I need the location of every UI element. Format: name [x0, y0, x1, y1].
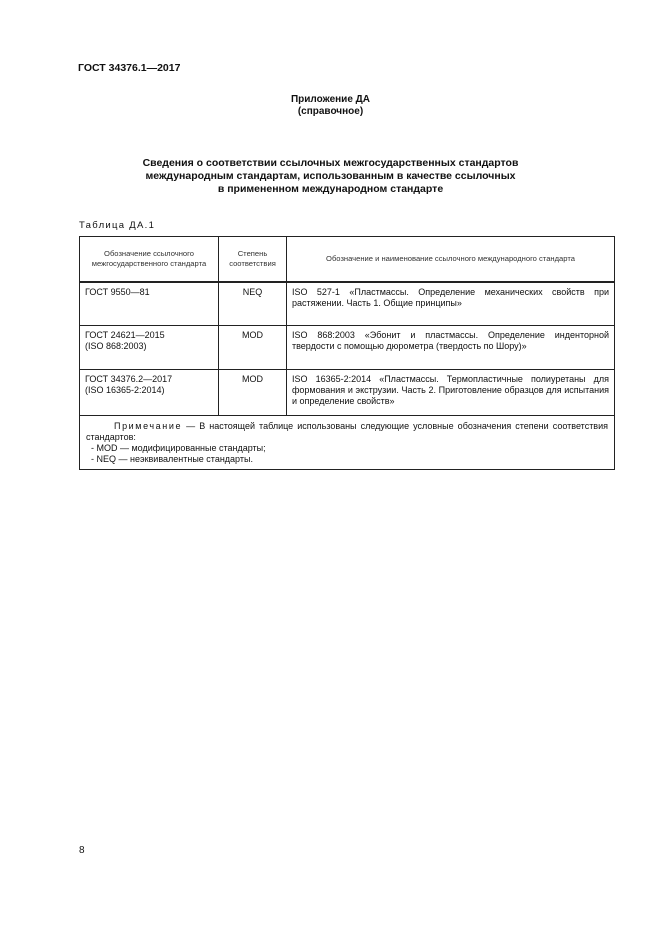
correspondence-table	[79, 236, 615, 470]
section-title-line-1: Сведения о соответствии ссылочных межгосударственных стандартов	[142, 157, 519, 169]
note-item-neq: - NEQ — неэквивалентные стандарты.	[91, 454, 253, 464]
appendix-subtitle: (справочное)	[297, 106, 364, 117]
section-title	[80, 157, 581, 196]
table-row	[80, 282, 615, 326]
document-code: ГОСТ 34376.1—2017	[78, 62, 181, 74]
note-item-mod: - MOD — модифицированные стандарты;	[91, 443, 266, 453]
designation-sub: (ISO 16365-2:2014)	[85, 385, 165, 395]
designation-cell	[80, 326, 219, 370]
international-cell: ISO 527-1 «Пластмассы. Определение механических свойств при растяжении. Часть 1. Общие принципы»	[287, 282, 615, 326]
table-note	[80, 416, 615, 470]
table-header-row	[80, 237, 615, 283]
international-cell: ISO 16365-2:2014 «Пластмассы. Термопластичные полиуретаны для формования и экструзии. Часть 2. Приготовление образцов для испытания и определение свойств»	[287, 370, 615, 416]
table-caption: Таблица ДА.1	[79, 220, 156, 231]
table-row	[80, 370, 615, 416]
table-row	[80, 326, 615, 370]
header-international: Обозначение и наименование ссылочного международного стандарта	[287, 237, 615, 283]
section-title-line-2: международным стандартам, использованным в качестве ссылочных	[145, 170, 516, 182]
header-degree: Степень соответствия	[219, 237, 287, 283]
note-lead: Примечание	[114, 421, 183, 431]
degree-cell: MOD	[219, 326, 287, 370]
designation-cell	[80, 370, 219, 416]
designation-text: ГОСТ 24621—2015	[85, 330, 165, 340]
note-paragraph	[86, 421, 608, 443]
table-note-row	[80, 416, 615, 470]
note-text: — В настоящей таблице использованы следующие условные обозначения степени соответствия стандартов:	[86, 421, 608, 442]
header-designation: Обозначение ссылочного межгосударственного стандарта	[80, 237, 219, 283]
designation-text: ГОСТ 9550—81	[85, 287, 150, 297]
designation-cell	[80, 282, 219, 326]
appendix-title: Приложение ДА	[290, 94, 371, 105]
international-cell: ISO 868:2003 «Эбонит и пластмассы. Определение инденторной твердости с помощью дюрометра (твердость по Шору)»	[287, 326, 615, 370]
degree-cell: NEQ	[219, 282, 287, 326]
appendix-heading	[0, 94, 661, 118]
designation-text: ГОСТ 34376.2—2017	[85, 374, 173, 384]
degree-cell: MOD	[219, 370, 287, 416]
designation-sub: (ISO 868:2003)	[85, 341, 147, 351]
page-number: 8	[79, 845, 85, 856]
section-title-line-3: в примененном международном стандарте	[217, 183, 444, 195]
